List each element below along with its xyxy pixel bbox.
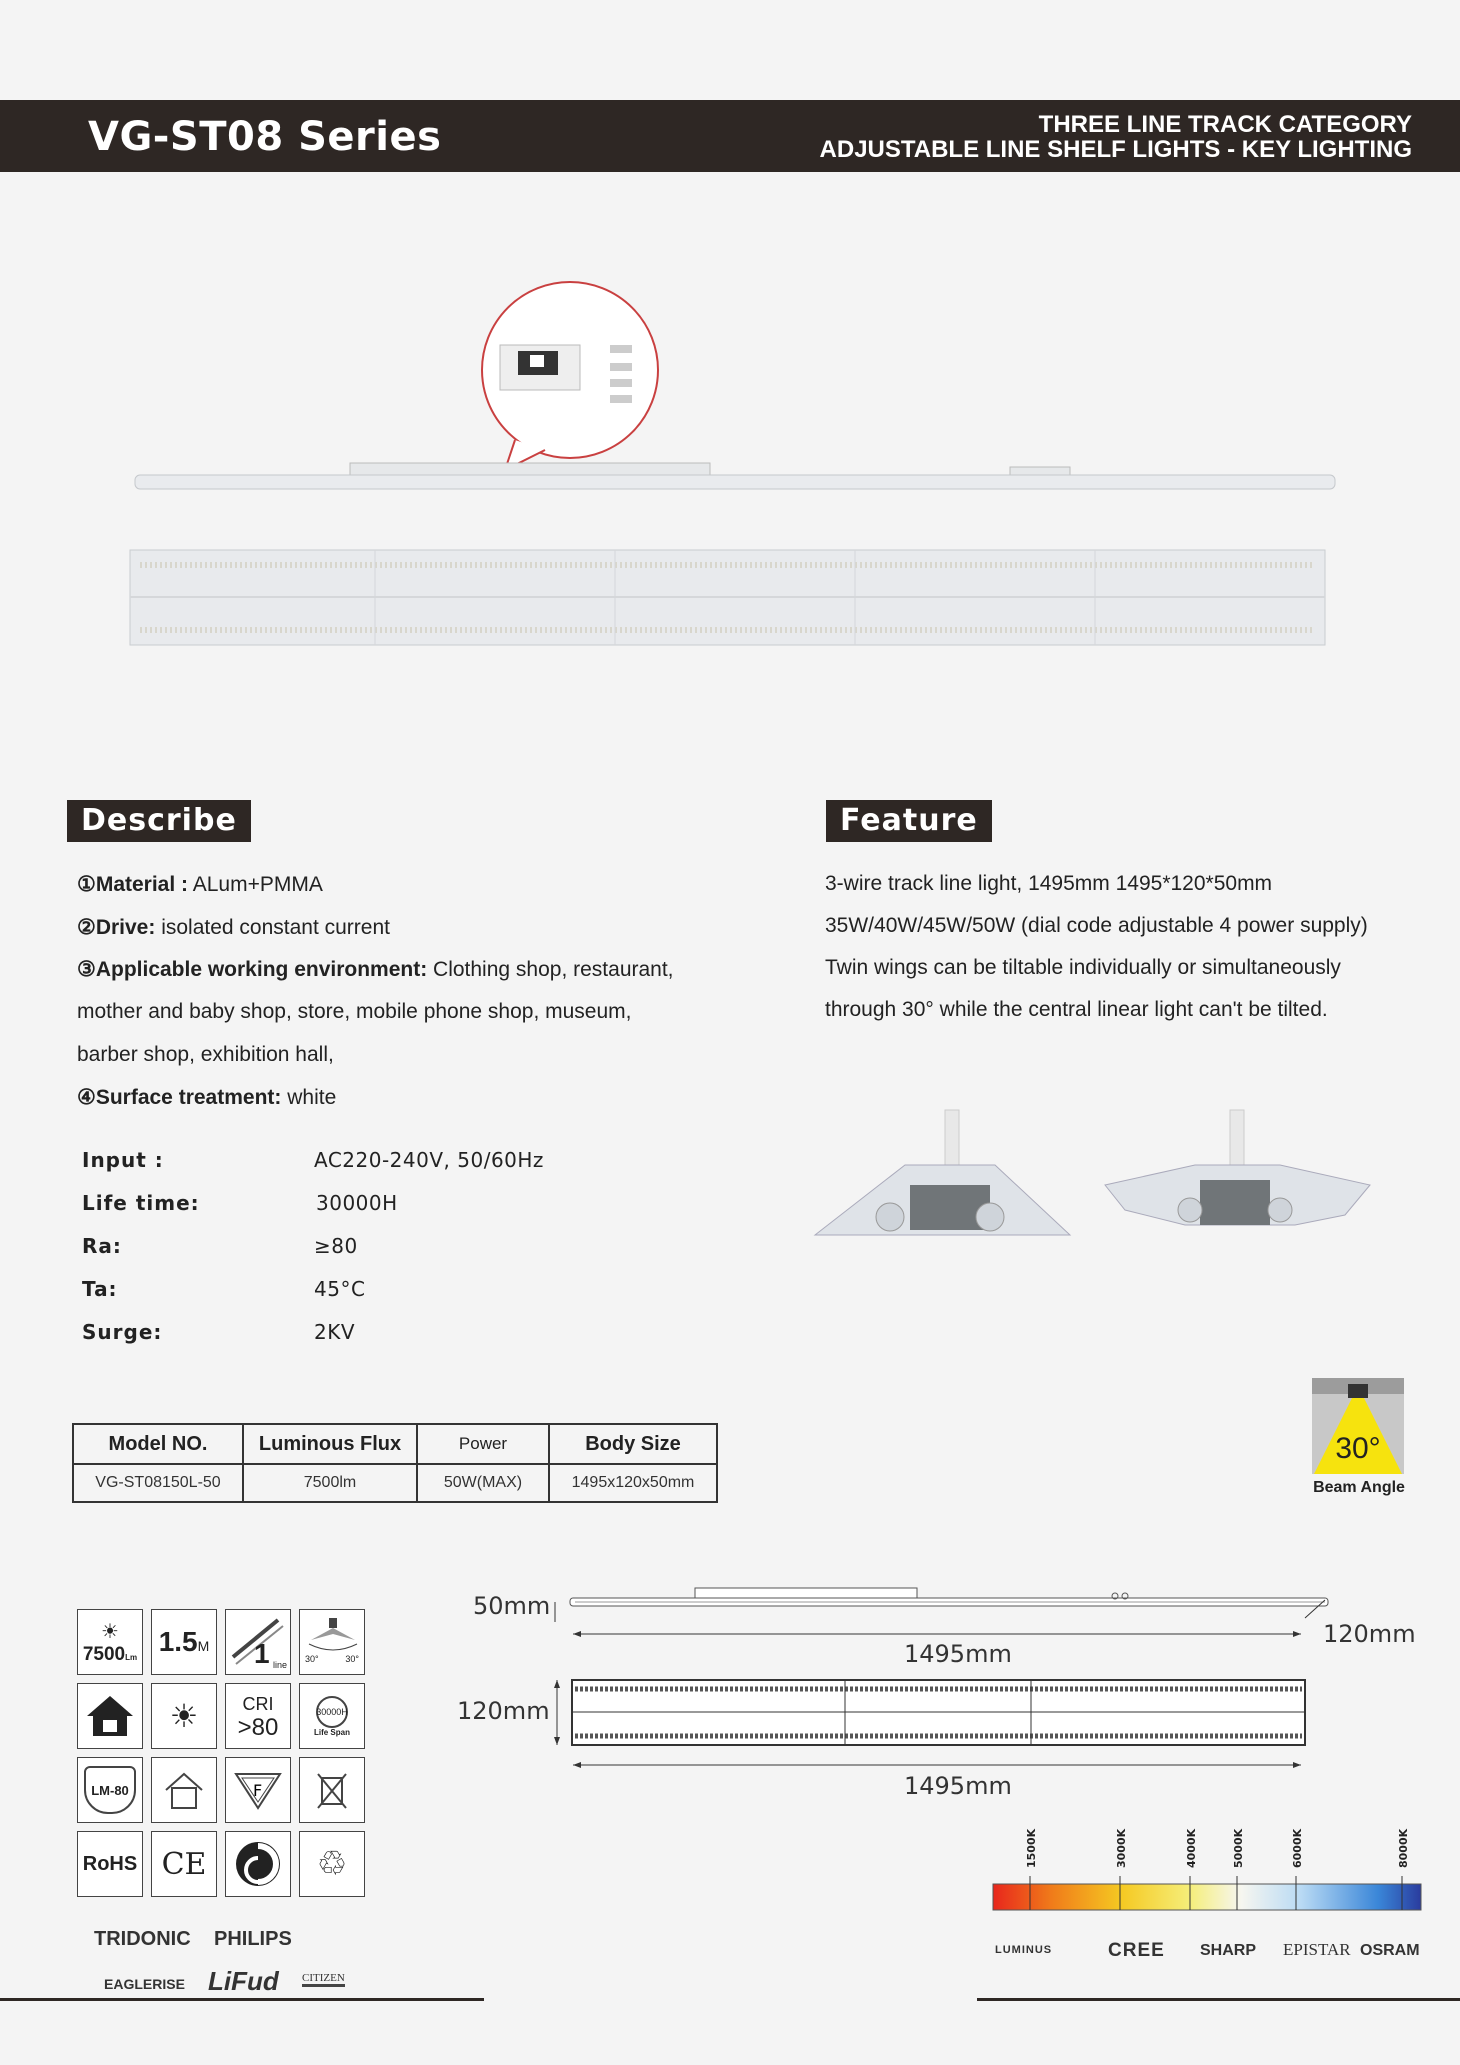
color-temperature-scale [990,1820,1430,1915]
light-icon: ☀ [151,1683,217,1749]
lm80-icon: LM-80 [77,1757,143,1823]
recycle-icon: ♲ [299,1831,365,1897]
describe-tag: Describe [67,800,251,842]
feature-line: through 30° while the central linear light can't be tilted. [825,998,1328,1021]
table-cell: 50W(MAX) [417,1464,549,1502]
dim-length-bottom: 1495mm [904,1772,1012,1800]
dim-width-side: 120mm [1323,1620,1416,1648]
spec-key: Ra: [82,1234,122,1258]
svg-text:F: F [253,1781,263,1800]
feature-line: Twin wings can be tiltable individually or simultaneously [825,956,1341,979]
tilt-angle-icon: 30° 30° [299,1609,365,1675]
beam-angle-value: 30° [1335,1432,1381,1465]
dimension-drawing [545,1580,1330,1775]
category-line-2: ADJUSTABLE LINE SHELF LIGHTS - KEY LIGHTING [819,136,1412,163]
describe-line: ①Material : ALum+PMMA [77,873,323,896]
table-cell: VG-ST08150L-50 [73,1464,243,1502]
cross-section-image [810,1105,1390,1245]
rohs-icon: RoHS [77,1831,143,1897]
dim-length-top: 1495mm [904,1640,1012,1668]
feature-line: 35W/40W/45W/50W (dial code adjustable 4 power supply) [825,914,1368,937]
describe-line: barber shop, exhibition hall, [77,1043,334,1066]
table-header: Model NO. [73,1424,243,1464]
feature-line: 3-wire track line light, 1495mm 1495*120*50mm [825,872,1273,895]
brand-sharp: SHARP [1200,1942,1257,1959]
series-title: VG-ST08 Series [88,114,442,160]
table-cell: 7500lm [243,1464,417,1502]
category-text [820,112,1412,162]
f-mark-icon [225,1757,291,1823]
indoor-icon [77,1683,143,1749]
ct-label: 5000K [1232,1828,1245,1868]
product-image [120,275,1350,655]
brand-eaglerise: EAGLERISE [104,1976,185,1992]
footer-rule-left [0,1998,484,2001]
brand-epistar: EPISTAR [1283,1940,1351,1959]
spec-value: 45°C [314,1277,366,1301]
spec-key: Ta: [82,1277,118,1301]
table-header: Luminous Flux [243,1424,417,1464]
feature-tag: Feature [826,800,992,842]
brand-citizen: CITIZEN [302,1972,345,1987]
category-line-1: THREE LINE TRACK CATEGORY [1038,111,1412,138]
spec-key: Life time: [82,1191,200,1215]
ct-label: 4000K [1185,1828,1198,1868]
describe-line: ④Surface treatment: white [77,1086,337,1109]
spec-value: 2KV [314,1320,356,1344]
weee-icon [299,1757,365,1823]
dim-width-bottom: 120mm [457,1697,550,1725]
table-cell: 1495x120x50mm [549,1464,717,1502]
ct-label: 6000K [1291,1828,1304,1868]
life-span-icon: 30000H Life Span [299,1683,365,1749]
length-icon: 1.5 M [151,1609,217,1675]
ct-label: 1500K [1025,1828,1038,1868]
spec-key: Surge: [82,1320,163,1344]
brand-osram: OSRAM [1360,1942,1420,1959]
table-header: Body Size [549,1424,717,1464]
green-dot-icon [225,1831,291,1897]
brand-lifud: LiFud [208,1966,279,1996]
ct-label: 8000K [1397,1828,1410,1868]
ce-icon: CE [151,1831,217,1897]
ct-label: 3000K [1115,1828,1128,1868]
spec-value: AC220-240V, 50/60Hz [314,1148,544,1172]
model-table [72,1423,718,1503]
dim-height: 50mm [473,1592,551,1620]
spec-value: ≥80 [314,1234,358,1258]
lumen-icon: ☀ 7500Lm [77,1609,143,1675]
house-icon [151,1757,217,1823]
beam-angle-label: Beam Angle [1313,1479,1405,1496]
brand-luminus: LUMINUS [995,1944,1053,1956]
describe-line: ③Applicable working environment: Clothing shop, restaurant, [77,958,674,981]
spec-value: 30000H [316,1191,398,1215]
footer-rule-right [977,1998,1460,2001]
brand-philips: PHILIPS [214,1928,292,1950]
cri-icon: CRI >80 [225,1683,291,1749]
brand-cree: CREE [1108,1940,1165,1961]
track-line-icon: 1 line [225,1609,291,1675]
describe-line: ②Drive: isolated constant current [77,916,390,939]
describe-line: mother and baby shop, store, mobile phone shop, museum, [77,1000,632,1023]
brand-tridonic: TRIDONIC [94,1928,191,1950]
table-header: Power [417,1424,549,1464]
spec-key: Input : [82,1148,164,1172]
